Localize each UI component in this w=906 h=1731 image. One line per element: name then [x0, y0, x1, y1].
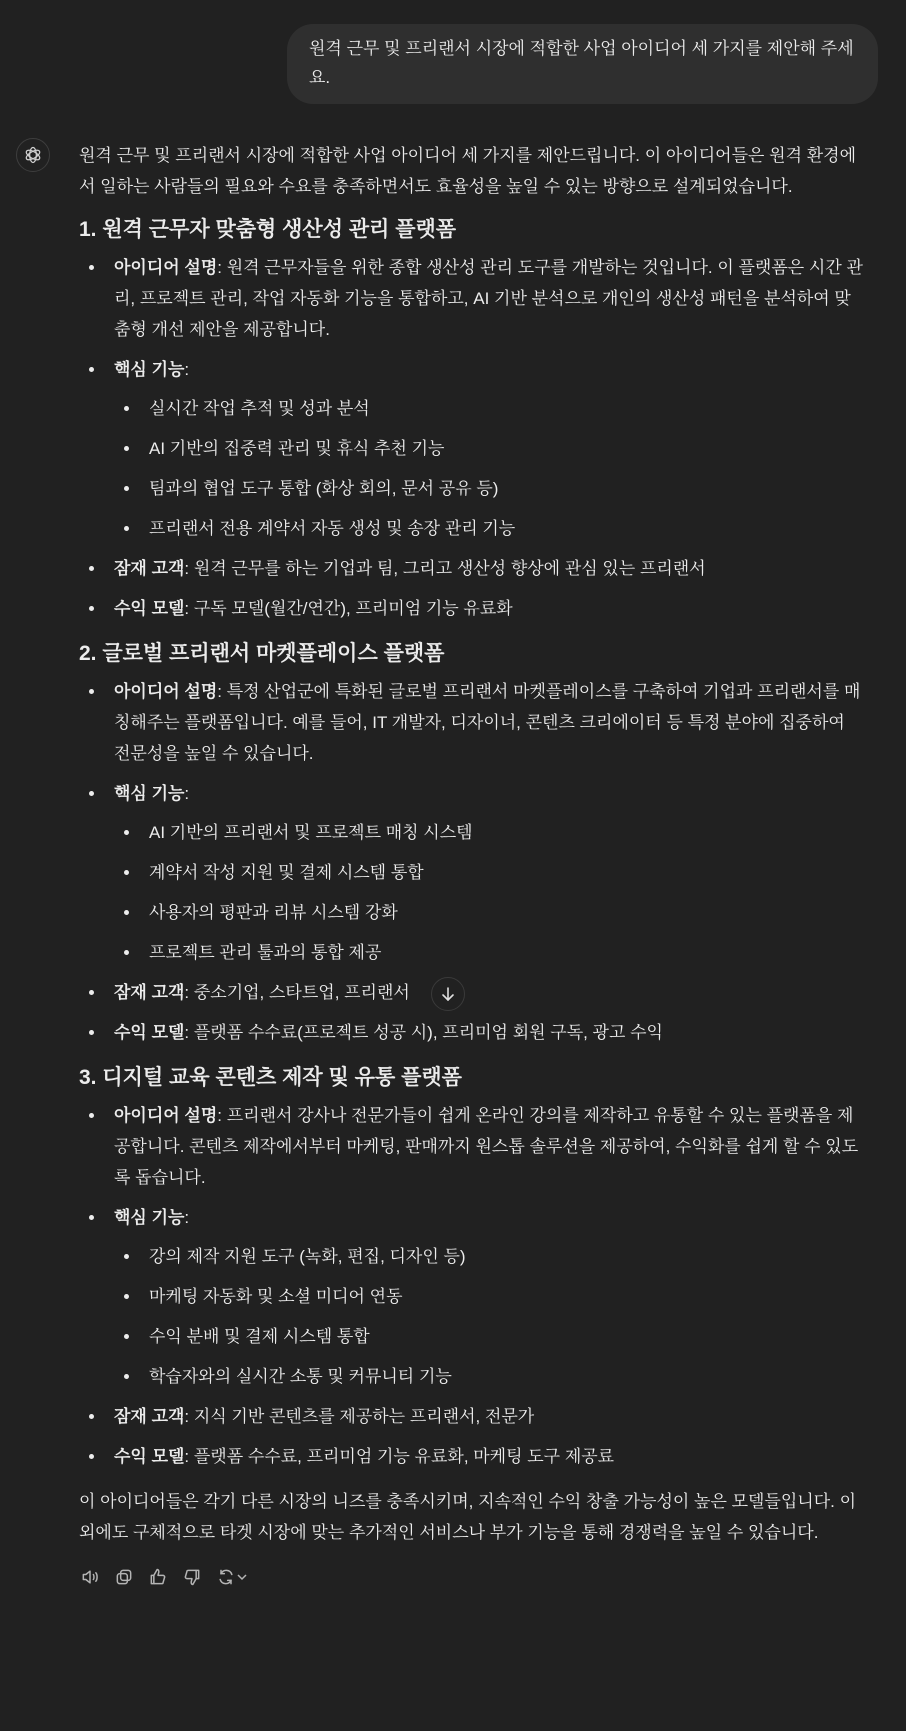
list-item-features: 핵심 기능: 실시간 작업 추적 및 성과 분석 AI 기반의 집중력 관리 및 휴식 추천 기능 팀과의 협업 도구 통합 (화상 회의, 문서 공유 등) 프리랜서 전용 계약서 자동 생성 및 송장 관리 기능 [79, 354, 864, 544]
section-2 [79, 638, 864, 1048]
list-item-description: 아이디어 설명: 프리랜서 강사나 전문가들이 쉽게 온라인 강의를 제작하고 유통할 수 있는 플랫폼을 제공합니다. 콘텐츠 제작에서부터 마케팅, 판매까지 원스톱 솔루션을 제공하여, 수익화를 쉽게 할 수 있도록 돕습니다. [79, 1100, 864, 1193]
assistant-message [79, 140, 864, 1588]
list-item-customers: 잠재 고객: 지식 기반 콘텐츠를 제공하는 프리랜서, 전문가 [79, 1401, 864, 1432]
feature-item: 학습자와의 실시간 소통 및 커뮤니티 기능 [114, 1361, 864, 1392]
read-aloud-button[interactable] [79, 1566, 101, 1588]
user-message-row [287, 24, 878, 104]
arrow-down-icon [440, 986, 456, 1002]
list-item-description: 아이디어 설명: 특정 산업군에 특화된 글로벌 프리랜서 마켓플레이스를 구축하여 기업과 프리랜서를 매칭해주는 플랫폼입니다. 예를 들어, IT 개발자, 디자이너, 콘텐츠 크리에이터 등 특정 분야에 집중하여 전문성을 높일 수 있습니다. [79, 676, 864, 769]
feature-item: 프리랜서 전용 계약서 자동 생성 및 송장 관리 기능 [114, 513, 864, 544]
feature-item: 계약서 작성 지원 및 결제 시스템 통합 [114, 857, 864, 888]
feature-item: AI 기반의 프리랜서 및 프로젝트 매칭 시스템 [114, 817, 864, 848]
list-item-features: 핵심 기능: AI 기반의 프리랜서 및 프로젝트 매칭 시스템 계약서 작성 지원 및 결제 시스템 통합 사용자의 평판과 리뷰 시스템 강화 프로젝트 관리 툴과의 통합 제공 [79, 778, 864, 968]
regenerate-button[interactable] [215, 1566, 249, 1588]
regenerate-icon [216, 1567, 236, 1587]
thumbs-up-icon [148, 1567, 168, 1587]
assistant-avatar [16, 138, 50, 172]
message-actions [79, 1566, 864, 1588]
feature-item: 사용자의 평판과 리뷰 시스템 강화 [114, 897, 864, 928]
section-title: 3. 디지털 교육 콘텐츠 제작 및 유통 플랫폼 [79, 1066, 462, 1089]
section-title: 2. 글로벌 프리랜서 마켓플레이스 플랫폼 [79, 642, 445, 665]
list-item-revenue: 수익 모델: 플랫폼 수수료(프로젝트 성공 시), 프리미엄 회원 구독, 광고 수익 [79, 1017, 864, 1048]
copy-icon [114, 1567, 134, 1587]
feature-item: 실시간 작업 추적 및 성과 분석 [114, 393, 864, 424]
feature-item: 팀과의 협업 도구 통합 (화상 회의, 문서 공유 등) [114, 473, 864, 504]
thumbs-down-icon [182, 1567, 202, 1587]
feature-item: 강의 제작 지원 도구 (녹화, 편집, 디자인 등) [114, 1241, 864, 1272]
section-1 [79, 214, 864, 624]
user-message-bubble: 원격 근무 및 프리랜서 시장에 적합한 사업 아이디어 세 가지를 제안해 주세요. [287, 24, 878, 104]
speaker-icon [80, 1567, 100, 1587]
scroll-to-bottom-button[interactable] [431, 977, 465, 1011]
outro-paragraph: 이 아이디어들은 각기 다른 시장의 니즈를 충족시키며, 지속적인 수익 창출 가능성이 높은 모델들입니다. 이 외에도 구체적으로 타겟 시장에 맞는 추가적인 서비스나 부가 기능을 통해 경쟁력을 높일 수 있습니다. [79, 1492, 856, 1542]
section-title: 1. 원격 근무자 맞춤형 생산성 관리 플랫폼 [79, 218, 457, 241]
feature-item: 수익 분배 및 결제 시스템 통합 [114, 1321, 864, 1352]
intro-paragraph: 원격 근무 및 프리랜서 시장에 적합한 사업 아이디어 세 가지를 제안드립니다. 이 아이디어들은 원격 환경에서 일하는 사람들의 필요와 수요를 충족하면서도 효율성을 높일 수 있는 방향으로 설계되었습니다. [79, 146, 856, 196]
chevron-down-icon [236, 1571, 248, 1583]
feature-item: AI 기반의 집중력 관리 및 휴식 추천 기능 [114, 433, 864, 464]
list-item-revenue: 수익 모델: 구독 모델(월간/연간), 프리미엄 기능 유료화 [79, 593, 864, 624]
feature-item: 마케팅 자동화 및 소셜 미디어 연동 [114, 1281, 864, 1312]
thumbs-up-button[interactable] [147, 1566, 169, 1588]
section-3 [79, 1062, 864, 1472]
list-item-description: 아이디어 설명: 원격 근무자들을 위한 종합 생산성 관리 도구를 개발하는 것입니다. 이 플랫폼은 시간 관리, 프로젝트 관리, 작업 자동화 기능을 통합하고, AI 기반 분석으로 개인의 생산성 패턴을 분석하여 맞춤형 개선 제안을 제공합니다. [79, 252, 864, 345]
list-item-customers: 잠재 고객: 중소기업, 스타트업, 프리랜서 [79, 977, 864, 1008]
openai-logo-icon [23, 145, 43, 165]
thumbs-down-button[interactable] [181, 1566, 203, 1588]
list-item-revenue: 수익 모델: 플랫폼 수수료, 프리미엄 기능 유료화, 마케팅 도구 제공료 [79, 1441, 864, 1472]
list-item-customers: 잠재 고객: 원격 근무를 하는 기업과 팀, 그리고 생산성 향상에 관심 있는 프리랜서 [79, 553, 864, 584]
copy-button[interactable] [113, 1566, 135, 1588]
feature-item: 프로젝트 관리 툴과의 통합 제공 [114, 937, 864, 968]
list-item-features: 핵심 기능: 강의 제작 지원 도구 (녹화, 편집, 디자인 등) 마케팅 자동화 및 소셜 미디어 연동 수익 분배 및 결제 시스템 통합 학습자와의 실시간 소통 및 커뮤니티 기능 [79, 1202, 864, 1392]
